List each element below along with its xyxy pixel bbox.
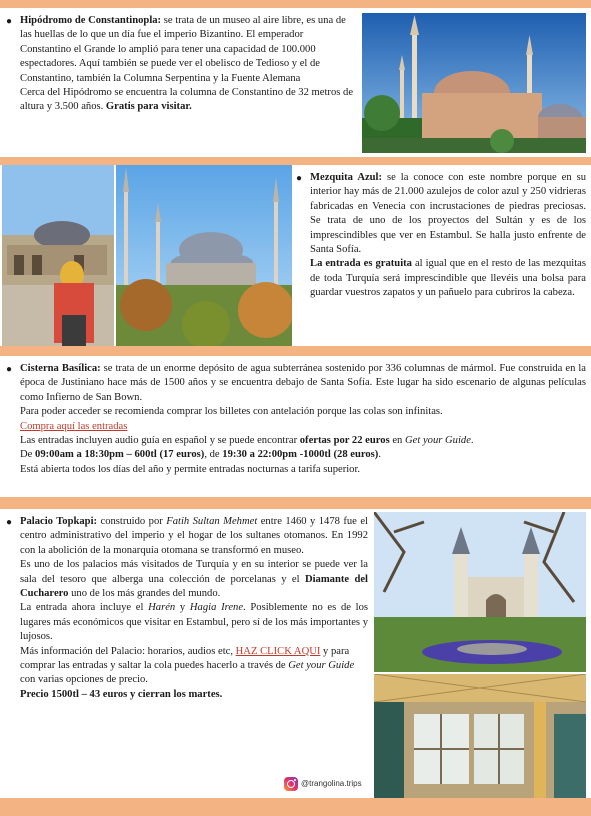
cisterna-text-3-sep: en	[389, 435, 405, 447]
cisterna-title: Cisterna Basílica:	[20, 363, 101, 374]
bottom-band	[0, 798, 591, 816]
topkapi-text-3a: La entrada ahora incluye el	[20, 602, 149, 614]
topkapi-text-1a: construido por	[97, 516, 167, 527]
cisterna-hours-prefix: De	[20, 449, 36, 461]
cisterna-hours-night: 19:30 a 22:00pm -1000tl (28 euros)	[222, 449, 379, 461]
topkapi-text-3e: . Posiblemente no es de los lugares más económicos que visitar en Estambul, pero sí de los más importantes y lujosos.	[20, 602, 368, 643]
cisterna-text-3-end: .	[470, 435, 474, 447]
topkapi-text-4a: Más información del Palacio: horarios, audios etc,	[20, 645, 236, 657]
hipodromo-text-1: se trata de un museo al aire libre, es una de las huellas de lo que un día fue el imperio Bizantino. El emperador Constantino el Grande lo amplió para tener una capacidad de 100.000 espectadores. Aquí también se puede ver el obelisco de Tedioso y el de Constantino, también la Columna Serpentina y la Fuente Alemana	[20, 15, 346, 84]
courtyard-photo	[2, 165, 114, 346]
topkapi-harem: Harén	[148, 602, 176, 614]
cisterna-hours-end: .	[378, 449, 381, 461]
topkapi-hagia-irene: Hagia Irene	[189, 602, 244, 614]
divider-band-2	[0, 346, 591, 356]
cisterna-hours-day: 09:00am a 18:30pm – 600tl (17 euros)	[35, 449, 205, 461]
haz-click-aqui-link[interactable]: HAZ CLICK AQUI	[235, 645, 321, 657]
cisterna-getyourguide: Get your Guide	[405, 435, 471, 447]
mezquita-free: La entrada es gratuita	[310, 258, 412, 270]
topkapi-sultan: Fatih Sultan Mehmet	[166, 516, 258, 527]
instagram-handle: @trangolina.trips	[301, 778, 362, 788]
mezquita-title: Mezquita Azul:	[310, 172, 383, 183]
section-hipodromo	[0, 8, 591, 157]
cisterna-text-1: se trata de un enorme depósito de agua subterránea sostenido por 336 columnas de mármol. Fue construida en la época de Justiniano hace más de 1500 años y se encuentra debajo de Santa Sofía. Este lugar ha sido escenario de algunas películas como Infierno de San Bown.	[20, 363, 587, 403]
divider-band-1	[0, 157, 591, 165]
bullet-icon: ●	[296, 173, 303, 184]
cisterna-text-2: Para poder acceder se recomienda comprar los billetes con antelación porque las colas son infinitas.	[20, 406, 443, 418]
cisterna-offer: ofertas por 22 euros	[299, 435, 390, 447]
divider-band-3	[0, 497, 591, 509]
topkapi-title: Palacio Topkapi:	[20, 516, 98, 527]
topkapi-text-3c: y	[175, 602, 190, 614]
topkapi-text-1c: entre 1460 y 1478 fue el centro administrativo del imperio y el hogar de los sultanes otomanos. En 1992 con la abolición de la monarquía otomana se transformó en museo.	[20, 516, 368, 556]
bullet-icon: ●	[6, 517, 13, 528]
hagia-sophia-photo	[362, 13, 586, 153]
topkapi-price: Precio 1500tl – 43 euros y cierran los martes.	[20, 688, 223, 700]
top-band	[0, 0, 591, 8]
bullet-icon: ●	[6, 364, 13, 375]
section-topkapi	[0, 509, 591, 798]
topkapi-getyourguide: Get your Guide	[288, 660, 355, 672]
topkapi-text-4b: y para comprar las entradas y saltar la cola puedes hacerlo a través de	[20, 645, 350, 672]
bullet-icon: ●	[6, 16, 13, 27]
topkapi-text-2a: Es uno de los palacios más visitados de Turquía y en su interior se puede ver la sala del tesoro que alberga una colección de porcelanas y el	[20, 559, 368, 585]
blue-mosque-photo	[116, 165, 292, 346]
hipodromo-text-2: Cerca del Hipódromo se encuentra la columna de Constantino de 32 metros de altura y 3.500 años.	[20, 87, 354, 113]
topkapi-text-4d: con varias opciones de precio.	[20, 674, 148, 686]
instagram-credit[interactable]	[284, 777, 362, 791]
section-mezquita	[0, 165, 591, 346]
buy-tickets-link[interactable]: Compra aquí las entradas	[20, 420, 128, 432]
topkapi-gate-photo	[374, 512, 586, 672]
mezquita-text-2: al igual que en el resto de las mezquitas de toda Turquía será imprescindible que llevéis una bolsa para guardar vuestros zapatos y un pañuelo para cubriros la cabeza.	[310, 258, 586, 299]
cisterna-hours-sep: , de	[204, 449, 223, 461]
topkapi-text-2c: uno de los más grandes del mundo.	[68, 588, 221, 600]
cisterna-text-4: Está abierta todos los días del año y permite entradas nocturnas a tarifa superior.	[20, 463, 361, 475]
topkapi-diamond: Diamante del Cucharero	[20, 573, 368, 600]
cisterna-text-3: Las entradas incluyen audio guía en español y se puede encontrar	[20, 435, 300, 447]
hipodromo-title: Hipódromo de Constantinopla:	[20, 15, 162, 26]
mezquita-text-1: se la conoce con este nombre porque en su interior hay más de 21.000 azulejos de color azul y 250 vidrieras fabricadas en Venecia con incrustaciones de piedras preciosas. Se trata de uno de los proyectos del Sultán y es de los imprescindibles que ver en Estambul. Se halla justo enfrente de Santa Sofía.	[310, 172, 587, 256]
topkapi-interior-photo	[374, 674, 586, 798]
hipodromo-free: Gratis para visitar.	[105, 101, 192, 113]
instagram-icon	[284, 777, 298, 791]
section-cisterna	[0, 356, 591, 497]
